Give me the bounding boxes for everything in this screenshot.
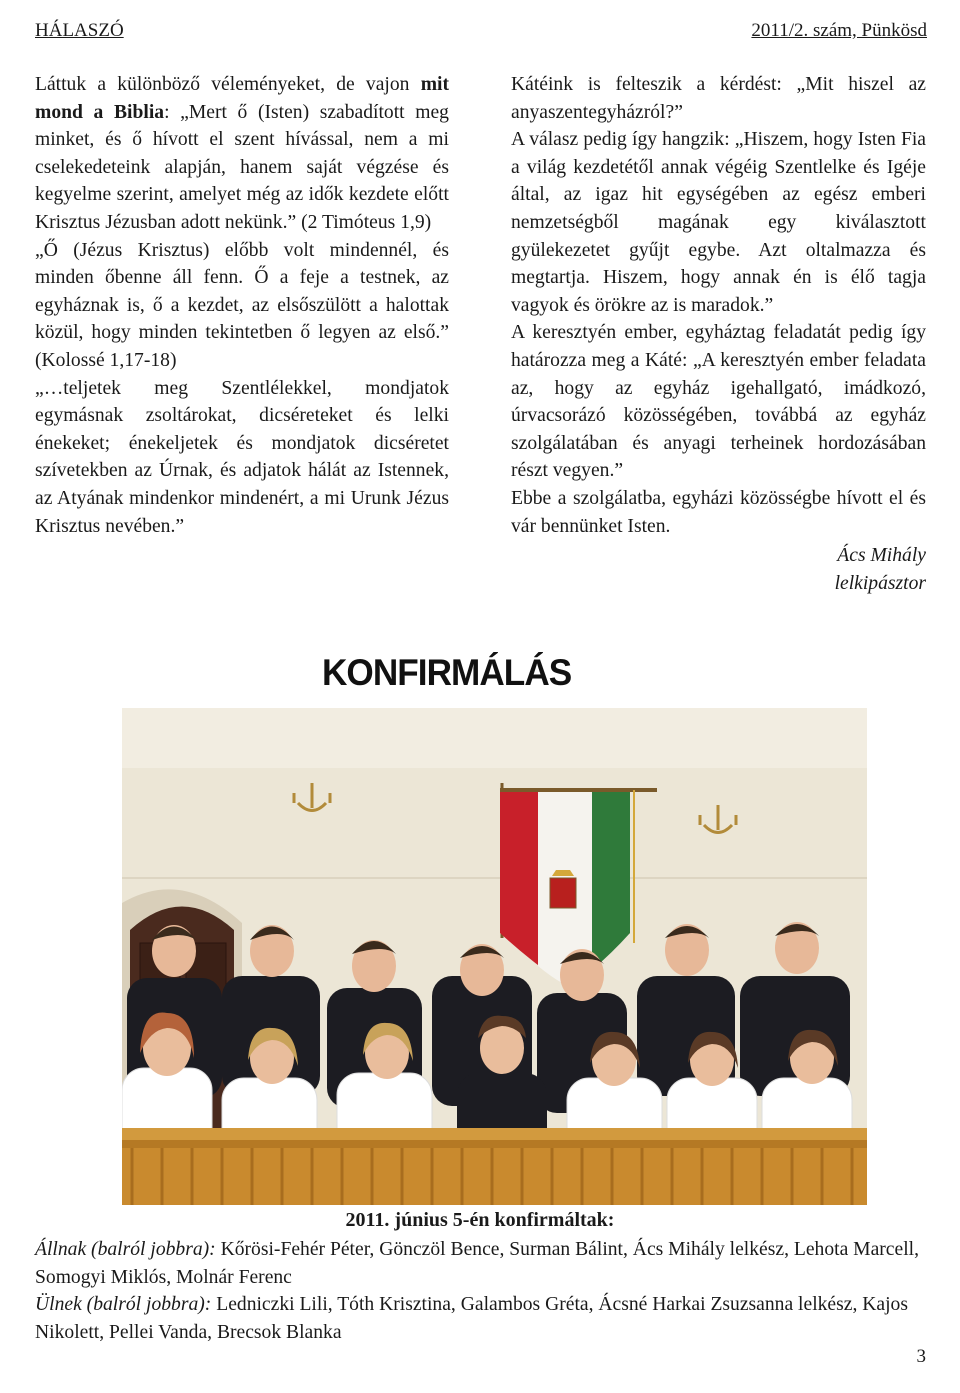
group-photo-illustration xyxy=(122,708,867,1205)
header-journal-title: HÁLASZÓ xyxy=(35,20,124,41)
right-paragraph-4: Ebbe a szolgálatba, egyházi közösségbe hívott el és vár bennünket Isten. xyxy=(511,487,926,537)
signature xyxy=(511,542,926,598)
bible-emphasis: mit mond a Biblia xyxy=(35,74,449,123)
section-title: KONFIRMÁLÁS xyxy=(322,652,572,693)
signature-title: lelkipásztor xyxy=(834,573,926,595)
left-paragraph-2: „Ő (Jézus Krisztus) előbb volt mindennél, és minden őbenne áll fenn. Ő a feje a testnek, az egyháznak is, ő a kezdet, az elsőszülött a halottak közül, hogy minden tekintetben ő legyen az első.” (Kolossé 1,17-18) xyxy=(35,239,449,371)
right-paragraph-2: A válasz pedig így hangzik: „Hiszem, hogy Isten Fia a világ kezdetétől annak végéig Szentlelke és Igéje által, az igaz hit egységében az egész emberi nemzetségből magának egy kiválasztott gyülekezetet gyűjt egybe. Azt oltalmazza és megtartja. Hiszem, hogy annak én is élő tagja vagyok és örökre az is maradok.” xyxy=(511,129,926,316)
photo-caption xyxy=(35,1236,935,1346)
right-paragraph-3: A keresztyén ember, egyháztag feladatát pedig így határozza meg a Káté: „A keresztyén ember feladata az, hogy az egyház igehallgató, imádkozó, úrvacsorázó közösségében, továbbá az egyház szolgálatában és anyagi terheinek hordozásában részt vegyen.” xyxy=(511,322,926,482)
signature-name: Ács Mihály xyxy=(837,545,926,567)
right-paragraph-1: Kátéink is felteszik a kérdést: „Mit hiszel az anyaszentegyházról?” xyxy=(511,74,926,123)
header-issue: 2011/2. szám, Pünkösd xyxy=(751,20,927,41)
right-column xyxy=(511,71,926,598)
left-paragraph-1: Láttuk a különböző véleményeket, de vajon mit mond a Biblia: „Mert ő (Isten) szabadított meg minket, és ő hívott el szent hívással, nem a mi cselekedeteink alapján, hanem saját végzése és kegyelme szerint, amelyet még az idők kezdete előtt Krisztus Jézusban adott nekünk.” (2 Timóteus 1,9) xyxy=(35,74,449,233)
caption-sitting-label: Ülnek (balról jobbra): xyxy=(35,1294,212,1315)
caption-title: 2011. június 5-én konfirmáltak: xyxy=(345,1209,615,1231)
caption-sitting: Ülnek (balról jobbra): Ledniczki Lili, Tóth Krisztina, Galambos Gréta, Ácsné Harkai Zsuzsanna lelkész, Kajos Nikolett, Pellei Vanda, Brecsok Blanka xyxy=(35,1294,908,1343)
left-column xyxy=(35,71,449,540)
caption-standing-label: Állnak (balról jobbra): xyxy=(35,1239,216,1260)
caption-standing: Állnak (balról jobbra): Kőrösi-Fehér Péter, Gönczöl Bence, Surman Bálint, Ács Mihály lelkész, Lehota Marcell, Somogyi Miklós, Molnár Ferenc xyxy=(35,1239,919,1288)
page-number: 3 xyxy=(916,1346,926,1367)
left-paragraph-3: „…teljetek meg Szentlélekkel, mondjatok egymásnak zsoltárokat, dicséreteket és lelki énekeket; énekeljetek és mondjatok dicséretet szívetekben az Úrnak, és adjatok hálát az Istennek, az Atyának mindenkor mindenért, a mi Urunk Jézus Krisztus nevében.” xyxy=(35,377,449,537)
group-photo xyxy=(122,708,867,1205)
pew xyxy=(122,1128,867,1205)
